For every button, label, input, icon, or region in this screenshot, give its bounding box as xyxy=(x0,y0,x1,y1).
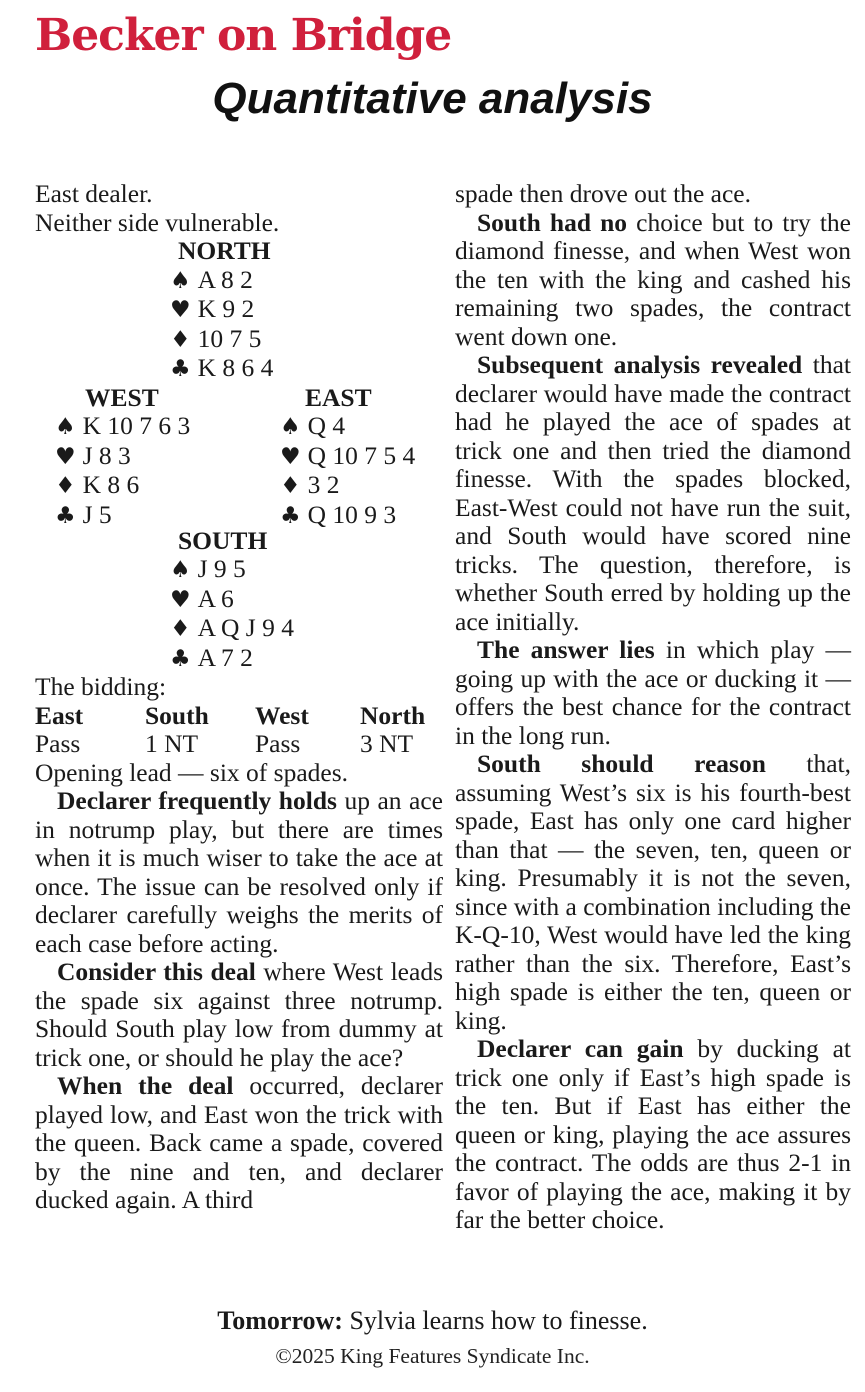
bidding-header: West xyxy=(255,700,309,730)
copyright-line: ©2025 King Features Syndicate Inc. xyxy=(275,1344,590,1368)
paragraph-text: up an ace in notrump play, but there are times when it is much wiser to take the ace at once. The issue can be resolved only if declarer carefully weighs the merits of each case before acting. xyxy=(35,786,443,958)
west-label: WEST xyxy=(85,382,159,412)
cards: Q 4 xyxy=(307,411,346,440)
cards: 10 7 5 xyxy=(197,323,262,353)
club-icon: ♣ xyxy=(55,502,76,529)
paragraph-text: where West leads the spade six against three notrump. Should South play low from dummy at trick one, or should he play the ace? xyxy=(35,957,443,1072)
paragraph xyxy=(455,636,851,750)
club-icon: ♣ xyxy=(170,356,191,382)
heart-icon: ♥ xyxy=(55,443,76,470)
cards: A 7 2 xyxy=(197,642,253,672)
cards: J 8 3 xyxy=(82,440,131,470)
paragraph xyxy=(455,750,851,1035)
bidding-intro: The bidding: xyxy=(35,672,167,701)
diamond-icon: ♦ xyxy=(170,326,191,353)
south-spades xyxy=(170,555,443,585)
article-title: Quantitative analysis xyxy=(212,74,653,123)
east-hand xyxy=(280,384,415,531)
diamond-icon: ♦ xyxy=(280,473,301,499)
paragraph-continuation: spade then drove out the ace. xyxy=(455,179,751,208)
paragraph xyxy=(35,1072,443,1215)
south-hearts xyxy=(170,585,443,615)
tomorrow-line xyxy=(0,1306,865,1336)
bidding-calls-row xyxy=(35,730,443,759)
spade-icon: ♠ xyxy=(170,267,191,294)
heart-icon: ♥ xyxy=(170,297,191,323)
dealer-line: East dealer. xyxy=(35,179,153,208)
heart-icon: ♥ xyxy=(170,586,191,613)
paragraph-text: in which play — going up with the ace or ducking it — offers the best chance for the contract in the long run. xyxy=(455,635,851,750)
east-clubs xyxy=(280,501,415,531)
cards: K 10 7 6 3 xyxy=(82,411,191,440)
left-column xyxy=(35,180,443,1235)
bidding-table xyxy=(35,702,443,759)
paragraph-text: choice but to try the diamond finesse, and when West won the ten with the king and cashed his remaining two spades, the contract went down one. xyxy=(455,207,851,351)
paragraph-lead: Subsequent analysis revealed xyxy=(477,350,803,379)
east-hearts xyxy=(280,442,415,472)
paragraph-lead: Declarer frequently holds xyxy=(57,786,337,815)
paragraph xyxy=(35,787,443,958)
paragraph-text: occurred, declarer played low, and East won the trick with the queen. Back came a spade, covered by the nine and ten, and declarer ducked again. A third xyxy=(35,1071,444,1214)
bidding-header: North xyxy=(360,700,426,730)
paragraph xyxy=(455,351,851,636)
paragraph-lead: Consider this deal xyxy=(57,957,256,986)
cards: A 6 xyxy=(197,583,234,613)
south-diamonds xyxy=(170,614,443,644)
club-icon: ♣ xyxy=(170,645,191,672)
vulnerability-line: Neither side vulnerable. xyxy=(35,207,280,237)
paragraph xyxy=(455,209,851,352)
paragraph-text: by ducking at trick one only if East’s high spade is the ten. But if East has either the queen or king, playing the ace assures the contract. The odds are thus 2-1 in favor of playing the ace, making it by far the better choice. xyxy=(455,1034,852,1234)
paragraph xyxy=(455,1035,851,1235)
cards: A 8 2 xyxy=(197,264,253,294)
cards: Q 10 7 5 4 xyxy=(307,440,416,470)
south-clubs xyxy=(170,644,443,674)
bidding-header: South xyxy=(145,700,209,730)
north-diamonds xyxy=(170,325,443,355)
west-hearts xyxy=(55,442,190,472)
right-column xyxy=(455,180,851,1235)
north-hand xyxy=(170,266,443,384)
cards: A Q J 9 4 xyxy=(197,613,294,642)
north-hearts xyxy=(170,295,443,325)
cards: K 8 6 xyxy=(82,470,140,499)
tomorrow-text: Sylvia learns how to finesse. xyxy=(342,1306,648,1335)
bidding-call: 1 NT xyxy=(145,729,199,758)
cards: 3 2 xyxy=(307,470,340,499)
opening-lead-line: Opening lead — six of spades. xyxy=(35,757,349,787)
east-spades xyxy=(280,412,415,442)
article-body xyxy=(35,180,851,1235)
bidding-header: East xyxy=(35,700,84,730)
east-diamonds xyxy=(280,471,415,501)
cards: J 9 5 xyxy=(197,554,246,583)
cards: K 8 6 4 xyxy=(197,353,274,382)
paragraph-lead: Declarer can gain xyxy=(477,1034,684,1063)
deal-diagram xyxy=(35,180,443,673)
cards: J 5 xyxy=(82,499,112,529)
west-diamonds xyxy=(55,471,190,501)
paragraph-text: that, assuming West’s six is his fourth-best spade, East has only one card higher than that — the seven, ten, queen or king. Presumably it is not the seven, since with a combination including the K-Q-10, West would have led the king rather than the six. Therefore, East’s high spade is either the ten, queen or king. xyxy=(455,749,851,1035)
bidding-call: Pass xyxy=(35,729,81,758)
diamond-icon: ♦ xyxy=(170,616,191,642)
paragraph-lead: The answer lies xyxy=(477,635,655,664)
paragraph-lead: When the deal xyxy=(57,1071,234,1100)
tomorrow-label: Tomorrow: xyxy=(217,1306,343,1335)
west-hand xyxy=(55,384,190,531)
east-label: EAST xyxy=(305,382,372,412)
bidding-header-row xyxy=(35,702,443,731)
spade-icon: ♠ xyxy=(55,414,76,440)
bidding-call: Pass xyxy=(255,729,301,758)
north-label: NORTH xyxy=(178,236,271,265)
north-clubs xyxy=(170,354,443,384)
heart-icon: ♥ xyxy=(280,443,301,470)
club-icon: ♣ xyxy=(280,502,301,529)
spade-icon: ♠ xyxy=(280,414,301,440)
diamond-icon: ♦ xyxy=(55,473,76,499)
north-spades xyxy=(170,266,443,296)
column-brand-title: Becker on Bridge xyxy=(35,10,452,61)
paragraph-lead: South should reason xyxy=(477,749,766,778)
bidding-call: 3 NT xyxy=(360,729,414,758)
spade-icon: ♠ xyxy=(170,557,191,583)
cards: Q 10 9 3 xyxy=(307,499,397,529)
south-label: SOUTH xyxy=(178,525,268,555)
south-hand xyxy=(170,555,443,673)
paragraph xyxy=(35,958,443,1072)
cards: K 9 2 xyxy=(197,294,255,323)
west-spades xyxy=(55,412,190,442)
west-clubs xyxy=(55,501,190,531)
paragraph-lead: South had no xyxy=(477,207,628,237)
west-east-row xyxy=(35,384,443,527)
paragraph-text: that declarer would have made the contract had he played the ace of spades at trick one and then tried the diamond finesse. With the spades blocked, East-West could not have run the suit, and South would have scored nine tricks. The question, therefore, is whether South erred by holding up the ace initially. xyxy=(455,350,851,636)
